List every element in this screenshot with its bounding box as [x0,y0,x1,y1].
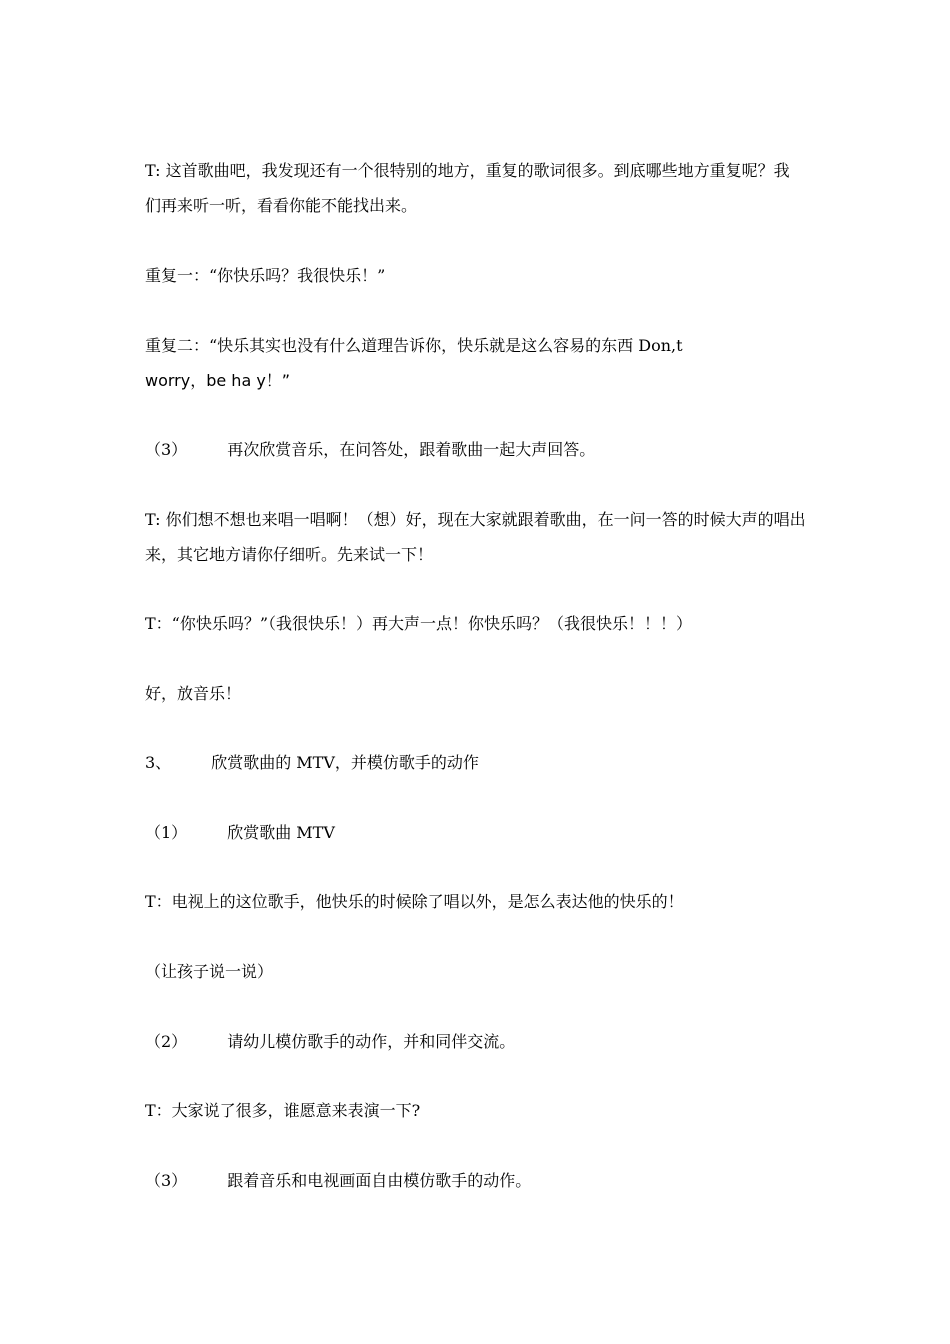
list-number: （3） [145,440,188,459]
paragraph-repeat-one [145,258,815,293]
section-title: 欣赏歌曲的 MTV，并模仿歌手的动作 [211,753,479,772]
text-line: T：电视上的这位歌手，他快乐的时候除了唱以外，是怎么表达他的快乐的！ [145,892,684,911]
text-line: 来，其它地方请你仔细听。先来试一下！ [145,545,434,564]
paragraph-repeated-lyrics-intro [145,153,815,223]
list-text: 请幼儿模仿歌手的动作，并和同伴交流。 [227,1032,516,1051]
section-number: 3、 [145,753,172,772]
paragraph-children-talk [145,954,815,989]
text-line: worry，be ha y！” [145,371,291,390]
list-number: （2） [145,1032,188,1051]
text-line: 重复二：“快乐其实也没有什么道理告诉你，快乐就是这么容易的东西 Don,t [145,336,683,355]
section-heading-3 [145,745,815,780]
paragraph-repeat-two [145,328,815,398]
paragraph-tv-singer [145,884,815,919]
text-line: T：大家说了很多，谁愿意来表演一下? [145,1101,421,1120]
list-number: （1） [145,823,188,842]
text-line: 重复一：“你快乐吗？我很快乐！” [145,266,386,285]
text-line: T：“你快乐吗？”（我很快乐！）再大声一点！你快乐吗？（我很快乐！！！） [145,614,693,633]
list-item-2-imitate [145,1024,815,1059]
paragraph-who-performs [145,1093,815,1128]
list-text: 欣赏歌曲 MTV [227,823,335,842]
list-item-3-listen-again [145,432,815,467]
list-text: 再次欣赏音乐，在问答处，跟着歌曲一起大声回答。 [227,440,596,459]
text-line: T: 这首歌曲吧，我发现还有一个很特别的地方，重复的歌词很多。到底哪些地方重复呢？我 [145,161,790,180]
list-text: 跟着音乐和电视画面自由模仿歌手的动作。 [227,1171,532,1190]
text-line: 们再来听一听，看看你能不能找出来。 [145,196,418,215]
text-line: 好，放音乐！ [145,684,242,703]
paragraph-sing-along [145,502,815,572]
text-line: T: 你们想不想也来唱一唱啊！（想）好，现在大家就跟着歌曲，在一问一答的时候大声的唱出 [145,510,806,529]
list-item-3-free-imitate [145,1163,815,1198]
paragraph-play-music [145,676,815,711]
list-number: （3） [145,1171,188,1190]
list-item-1-watch-mtv [145,815,815,850]
text-line: （让孩子说一说） [145,962,274,981]
paragraph-call-response [145,606,815,641]
